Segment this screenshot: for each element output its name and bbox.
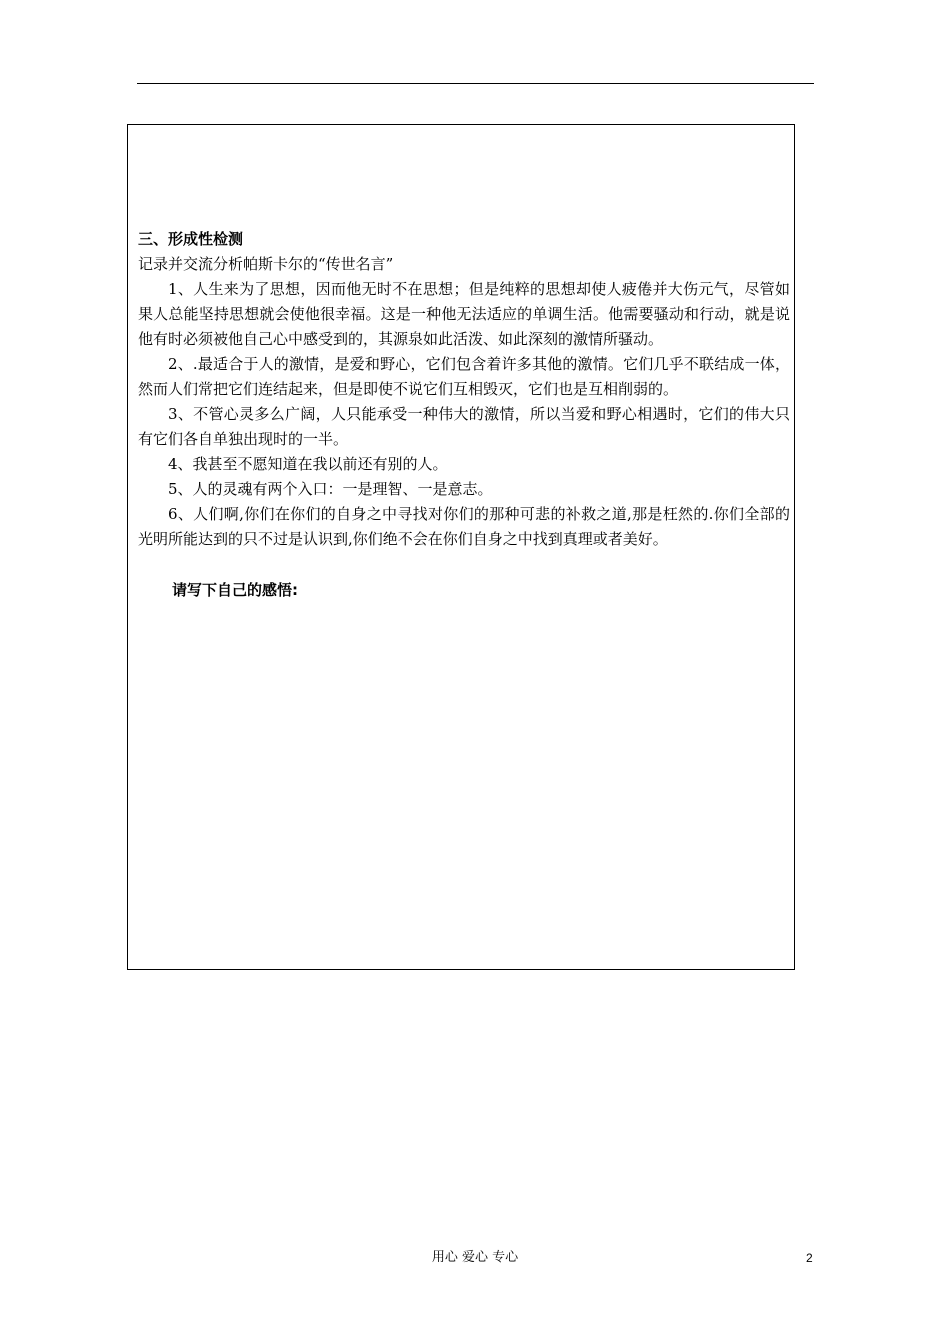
section-heading: 三、形成性检测 [138,230,244,248]
reflection-prompt: 请写下自己的感悟: [172,581,298,599]
quote-6: 6、人们啊,你们在你们的自身之中寻找对你们的那种可悲的补救之道,那是枉然的.你们全部的光明所能达到的只不过是认识到,你们绝不会在你们自身之中找到真理或者美好。 [138,505,790,548]
quote-4: 4、我甚至不愿知道在我以前还有别的人。 [168,455,448,473]
quote-5: 5、人的灵魂有两个入口：一是理智、一是意志。 [168,480,493,498]
quote-2: 2、.最适合于人的激情，是爱和野心，它们包含着许多其他的激情。它们几乎不联结成一体，然而人们常把它们连结起来，但是即使不说它们互相毁灭，它们也是互相削弱的。 [138,355,790,398]
content-box [127,124,795,970]
intro-line: 记录并交流分析帕斯卡尔的“传世名言” [138,255,394,273]
quote-3: 3、不管心灵多么广阔，人只能承受一种伟大的激情，所以当爱和野心相遇时，它们的伟大只有它们各自单独出现时的一半。 [138,405,790,448]
content-body [138,227,790,603]
quote-1: 1、人生来为了思想，因而他无时不在思想；但是纯粹的思想却使人疲倦并大伤元气，尽管如果人总能坚持思想就会使他很幸福。这是一种他无法适应的单调生活。他需要骚动和行动，就是说他有时必须被他自己心中感受到的，其源泉如此活泼、如此深刻的激情所骚动。 [138,280,790,348]
footer-text: 用心 爱心 专心 [431,1250,519,1265]
header-rule [137,83,814,84]
page-number: 2 [806,1251,813,1265]
